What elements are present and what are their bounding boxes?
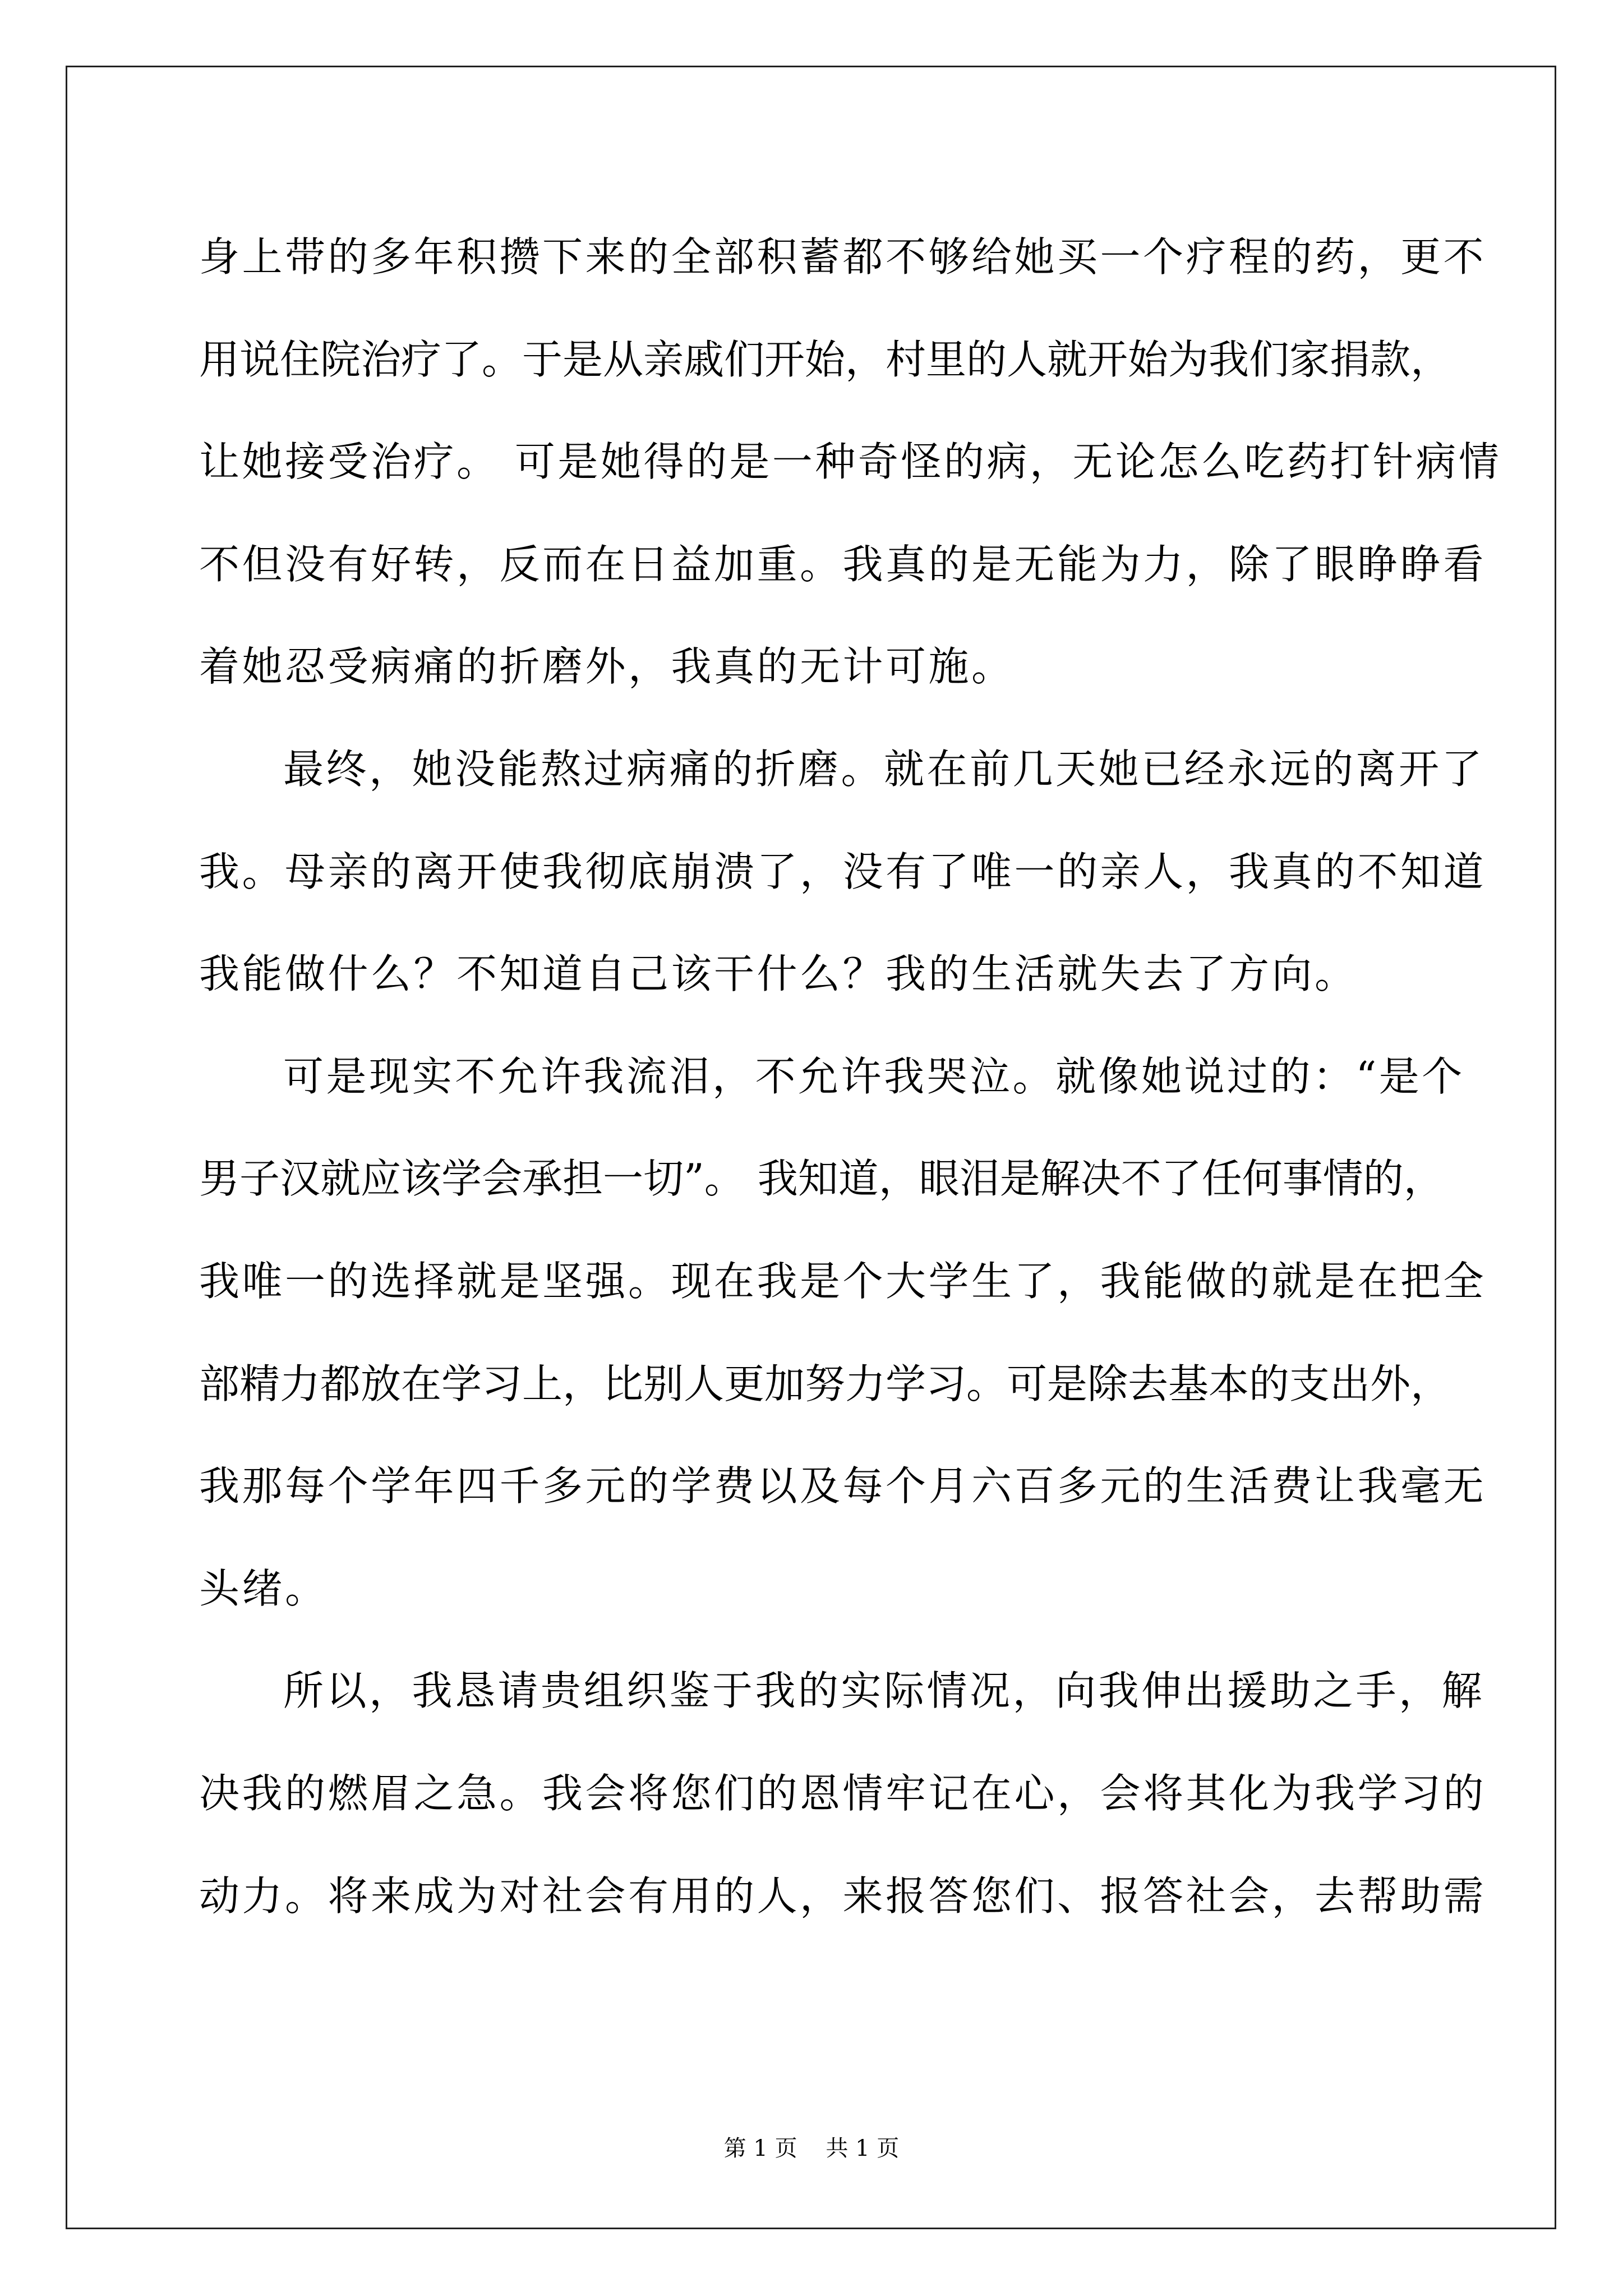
text-line: 着她忍受病痛的折磨外，我真的无计可施。 <box>199 643 1015 691</box>
document-body <box>199 206 1502 1947</box>
text-line: 让她接受治疗。 可是她得的是一种奇怪的病，无论怎么吃药打针病情 <box>199 438 1502 486</box>
paragraph-first-line: 可是现实不允许我流泪，不允许我哭泣。就像她说过的：“是个 <box>283 1052 1465 1100</box>
text-line: 动力。将来成为对社会有用的人，来报答您们、报答社会，去帮助需 <box>199 1872 1487 1920</box>
text-line: 我。母亲的离开使我彻底崩溃了，没有了唯一的亲人，我真的不知道 <box>199 848 1487 895</box>
paragraph-first-line: 最终，她没能熬过病痛的折磨。就在前几天她已经永远的离开了 <box>283 745 1485 793</box>
text-line: 我那每个学年四千多元的学费以及每个月六百多元的生活费让我毫无 <box>199 1462 1487 1510</box>
paragraph-first-line: 所以，我恳请贵组织鉴于我的实际情况，向我伸出援助之手，解 <box>283 1667 1485 1715</box>
text-line: 头绪。 <box>199 1565 328 1612</box>
page-footer: 第 1 页 共 1 页 <box>723 2136 900 2161</box>
text-line: 身上带的多年积攒下来的全部积蓄都不够给她买一个疗程的药，更不 <box>199 233 1487 280</box>
text-line: 男子汉就应该学会承担一切”。 我知道，眼泪是解决不了任何事情的， <box>199 1155 1444 1203</box>
text-line: 我唯一的选择就是坚强。现在我是个大学生了，我能做的就是在把全 <box>199 1257 1487 1305</box>
text-line: 我能做什么？不知道自己该干什么？我的生活就失去了方向。 <box>199 950 1358 998</box>
text-line: 不但没有好转，反而在日益加重。我真的是无能为力，除了眼睁睁看 <box>199 540 1487 588</box>
text-line: 决我的燃眉之急。我会将您们的恩情牢记在心，会将其化为我学习的 <box>199 1769 1487 1817</box>
text-line: 用说住院治疗了。于是从亲戚们开始，村里的人就开始为我们家捐款， <box>199 335 1451 383</box>
text-line: 部精力都放在学习上，比别人更加努力学习。可是除去基本的支出外， <box>199 1360 1451 1407</box>
